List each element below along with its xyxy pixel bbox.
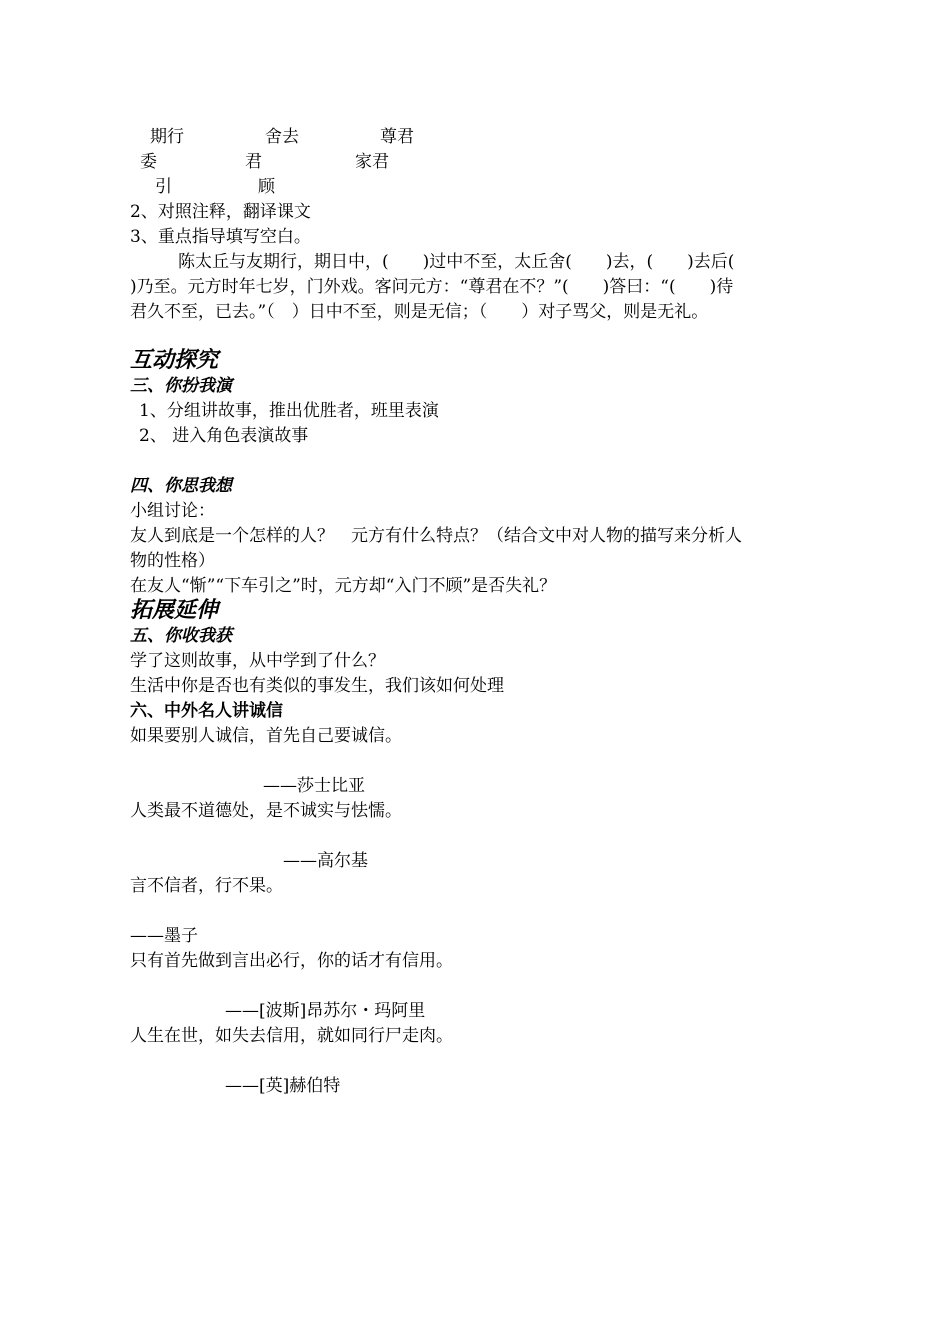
quote-author: ——墨子 [130,926,198,946]
quote-author: ——高尔基 [283,851,368,871]
vocab-term: 委 [140,152,157,172]
vocab-term: 家君 [355,152,389,172]
quote-author: ——莎士比亚 [263,776,365,796]
quote-author: ——[英]赫伯特 [225,1076,341,1096]
step-3: 3、重点指导填写空白。 [130,227,311,247]
subheading-famous-quotes: 六、中外名人讲诚信 [130,701,283,721]
subheading-role-play: 三、你扮我演 [130,376,232,396]
step-2: 2、对照注释，翻译课文 [130,202,311,222]
discussion-question: 在友人“惭”“下车引之”时，元方却“入门不顾”是否失礼？ [130,576,557,596]
quote-text: 如果要别人诚信，首先自己要诚信。 [130,726,402,746]
list-item: 1、分组讲故事，推出优胜者，班里表演 [139,401,439,421]
passage-line: 君久不至，已去。”（ ）日中不至，则是无信；（ ）对子骂父，则是无礼。 [130,302,709,322]
reflection-question: 生活中你是否也有类似的事发生，我们该如何处理 [130,676,504,696]
section-title-extend: 拓展延伸 [130,598,219,623]
section-title-interactive: 互动探究 [130,348,219,373]
vocab-term: 尊君 [380,127,414,147]
passage-line: 陈太丘与友期行，期日中，( )过中不至，太丘舍( )去，( )去后( [178,252,735,272]
quote-text: 只有首先做到言出必行，你的话才有信用。 [130,951,453,971]
subheading-gain: 五、你收我获 [130,626,232,646]
vocab-term: 君 [245,152,262,172]
list-item: 2、 进入角色表演故事 [139,426,309,446]
quote-text: 言不信者，行不果。 [130,876,283,896]
quote-text: 人类最不道德处，是不诚实与怯懦。 [130,801,402,821]
discussion-label: 小组讨论： [130,501,215,521]
vocab-term: 舍去 [265,127,299,147]
discussion-question: 物的性格） [130,551,215,571]
quote-author: ——[波斯]昂苏尔・玛阿里 [225,1001,426,1021]
quote-text: 人生在世，如失去信用，就如同行尸走肉。 [130,1026,453,1046]
passage-line: )乃至。元方时年七岁，门外戏。客问元方：“尊君在不？”( )答曰：“( )待 [130,277,734,297]
vocab-term: 顾 [258,177,275,197]
discussion-question: 友人到底是一个怎样的人？ 元方有什么特点？（结合文中对人物的描写来分析人 [130,526,742,546]
subheading-think: 四、你思我想 [130,476,232,496]
vocab-term: 引 [155,177,172,197]
vocab-term: 期行 [150,127,184,147]
reflection-question: 学了这则故事，从中学到了什么？ [130,651,385,671]
